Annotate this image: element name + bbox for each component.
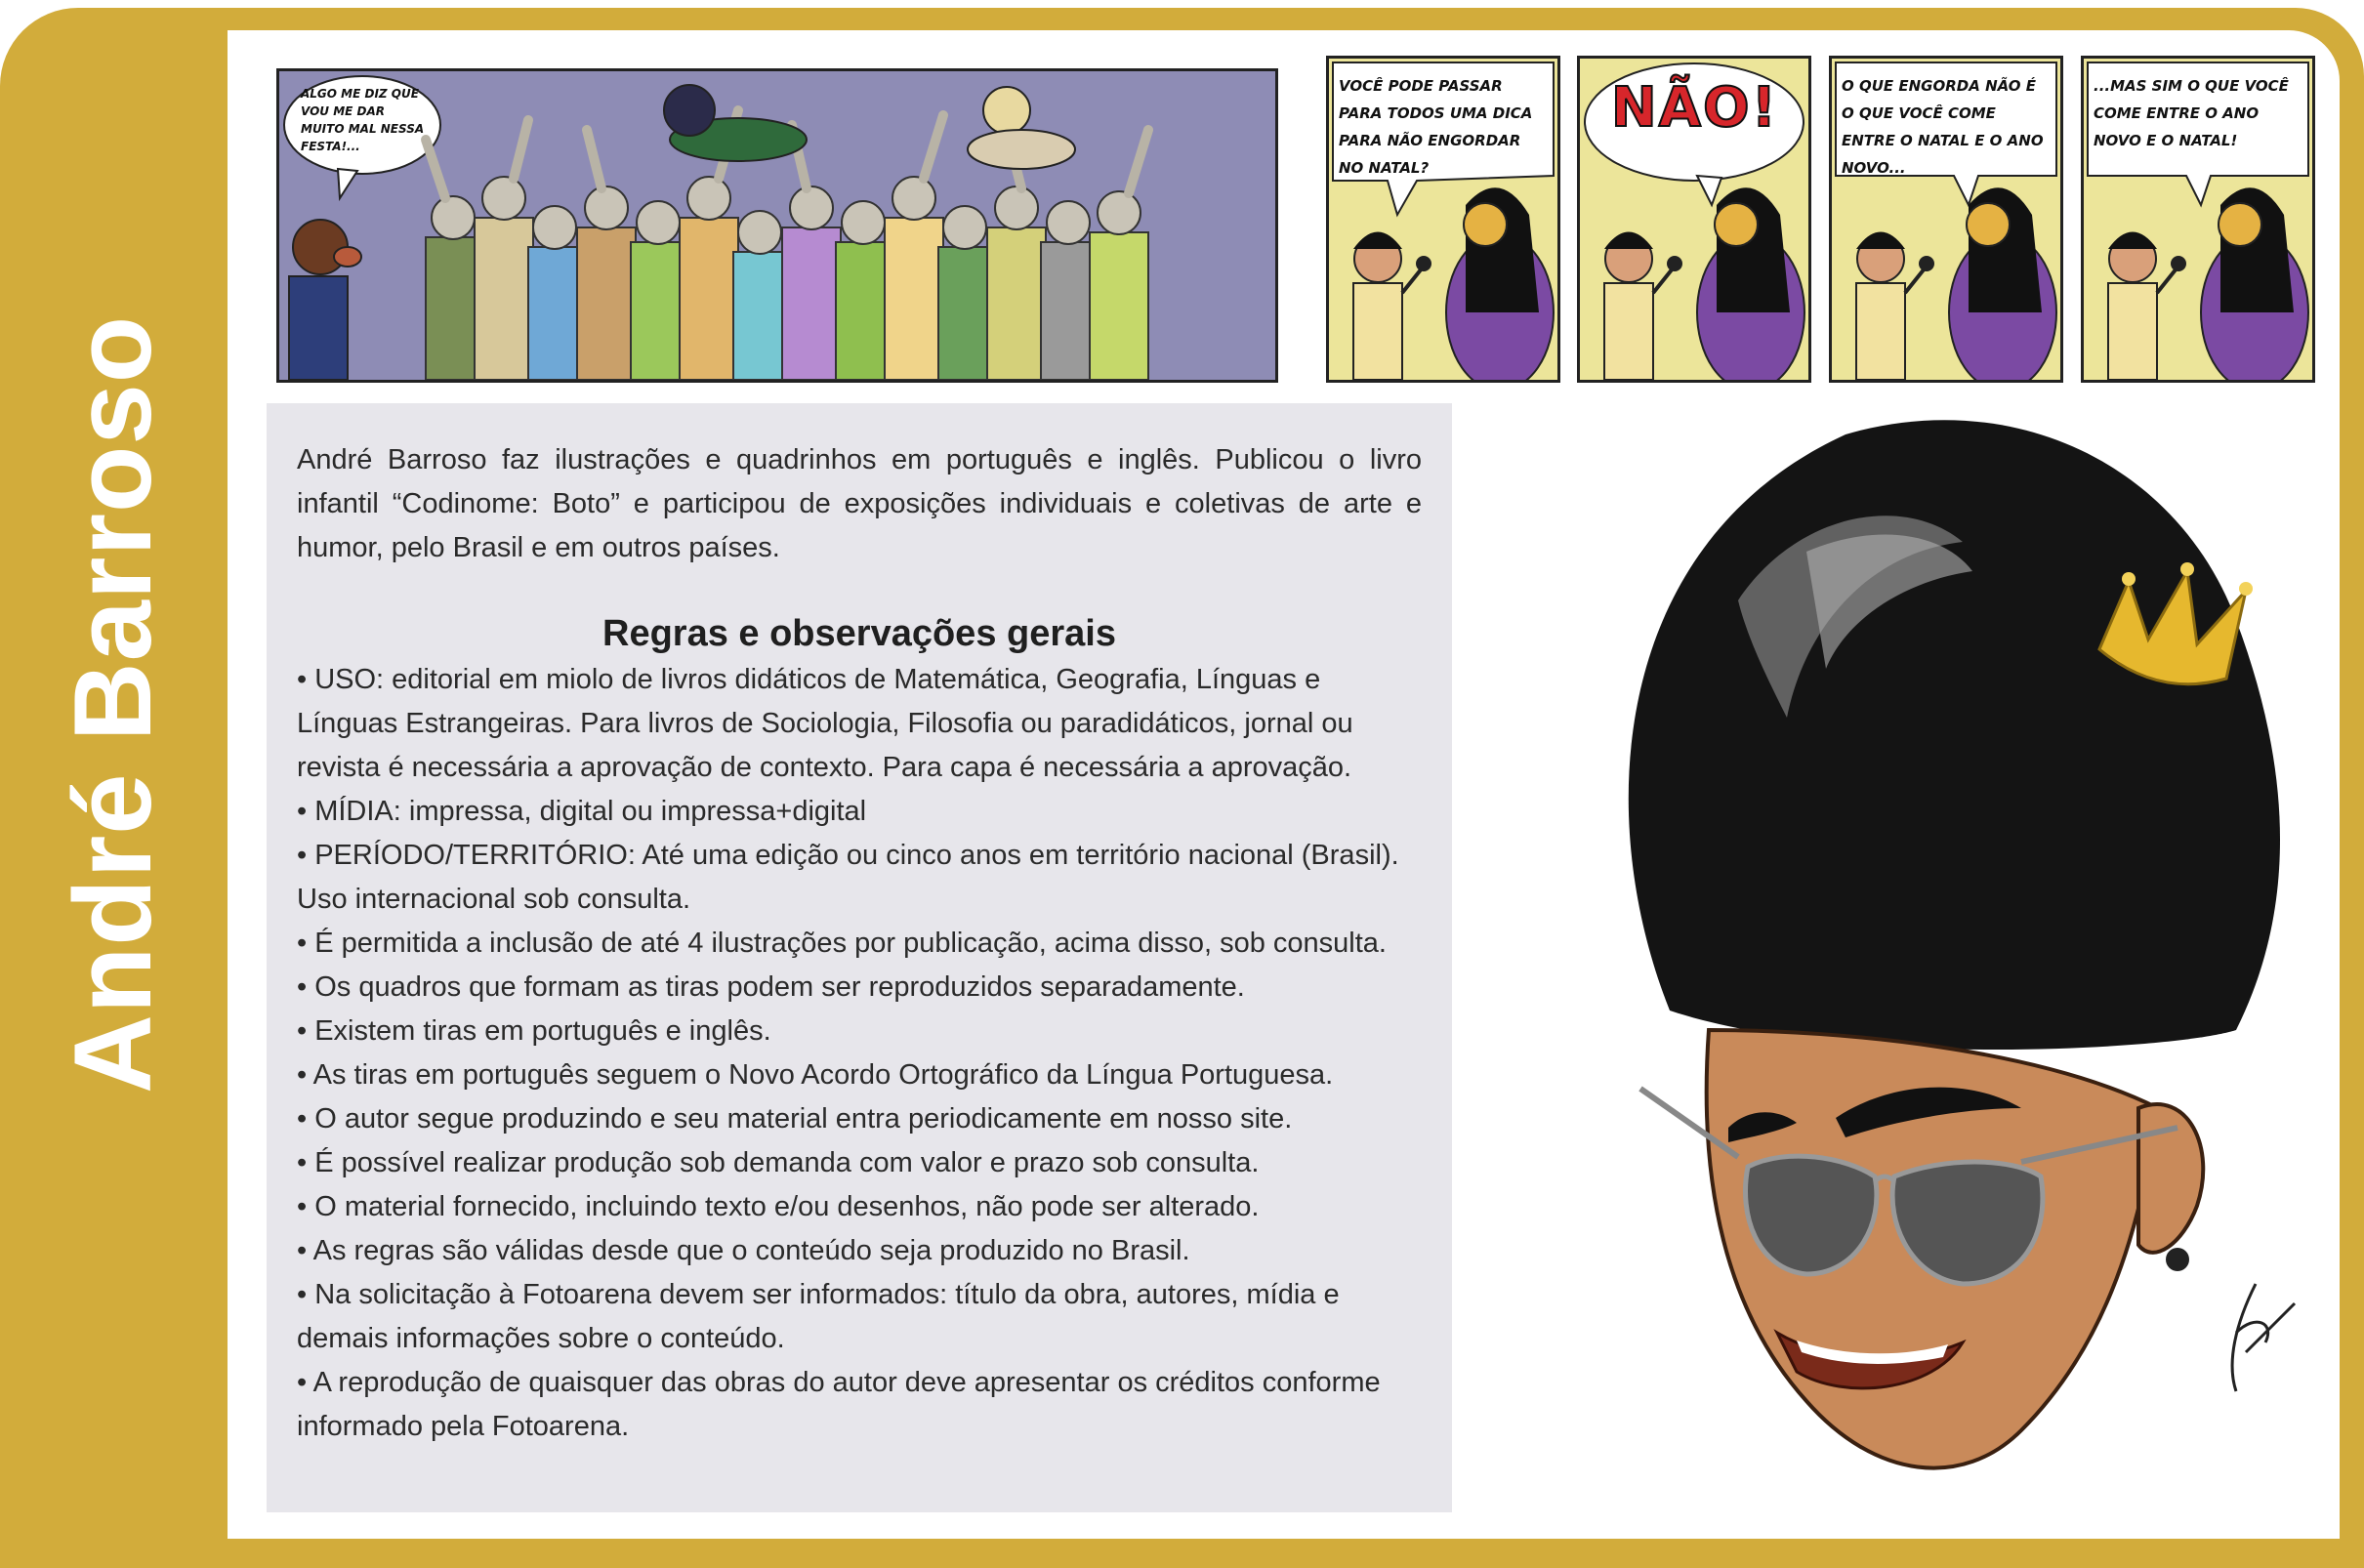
rule-item: • É permitida a inclusão de até 4 ilustrações por publicação, acima disso, sob consulta. [297, 928, 1387, 959]
crowd-balloon-text: ALGO ME DIZ QUE VOU ME DAR MUITO MAL NESSA FESTA!... [301, 87, 425, 153]
rule-item: • Existem tiras em português e inglês. [297, 1015, 771, 1047]
info-content [297, 438, 1422, 1449]
rules-list [297, 658, 1422, 1449]
strip-panel-3-balloon-text: O QUE ENGORDA NÃO É O QUE VOCÊ COME ENTRE O NATAL E O ANO NOVO... [1842, 77, 2044, 177]
author-caricature [1553, 405, 2314, 1528]
crowd-comic-art [279, 71, 1275, 380]
strip-panel-3 [1829, 56, 2063, 383]
rule-item: • Os quadros que formam as tiras podem ser reproduzidos separadamente. [297, 971, 1245, 1003]
strip-panel-2-balloon-text: NÃO! [1610, 76, 1779, 140]
rules-heading: Regras e observações gerais [602, 613, 1116, 654]
crowd-comic-panel [276, 68, 1278, 383]
info-box [267, 403, 1452, 1512]
strip-panel-2 [1577, 56, 1811, 383]
rule-item: • As tiras em português seguem o Novo Acordo Ortográfico da Língua Portuguesa. [297, 1059, 1334, 1091]
rule-item: • As regras são válidas desde que o conteúdo seja produzido no Brasil. [297, 1235, 1190, 1266]
rule-item: • MÍDIA: impressa, digital ou impressa+digital [297, 796, 867, 827]
strip-panel-1 [1326, 56, 1560, 383]
rule-item: • Na solicitação à Fotoarena devem ser informados: título da obra, autores, mídia e demais informações sobre o conteúdo. [297, 1279, 1340, 1354]
rule-item: • O material fornecido, incluindo texto e/ou desenhos, não pode ser alterado. [297, 1191, 1260, 1222]
rule-item: • O autor segue produzindo e seu material entra periodicamente em nosso site. [297, 1103, 1293, 1135]
author-bio: André Barroso faz ilustrações e quadrinhos em português e inglês. Publicou o livro infantil “Codinome: Boto” e participou de exposições individuais e coletivas de arte e humor, pelo Brasil e em outros países. [297, 444, 1422, 563]
rule-item: • USO: editorial em miolo de livros didáticos de Matemática, Geografia, Línguas e Línguas Estrangeiras. Para livros de Sociologia, Filosofia ou paradidáticos, jornal ou revista é necessária a aprovação de contexto. Para capa é necessária a aprovação. [297, 664, 1353, 783]
author-name-vertical-title: André Barroso [52, 314, 174, 1093]
rule-item: • É possível realizar produção sob demanda com valor e prazo sob consulta. [297, 1147, 1260, 1178]
rule-item: • PERÍODO/TERRITÓRIO: Até uma edição ou cinco anos em território nacional (Brasil). Uso internacional sob consulta. [297, 840, 1399, 915]
strip-panel-4-balloon-text: ...MAS SIM O QUE VOCÊ COME ENTRE O ANO NOVO E O NATAL! [2094, 77, 2289, 149]
rule-item: • A reprodução de quaisquer das obras do autor deve apresentar os créditos conforme informado pela Fotoarena. [297, 1367, 1381, 1442]
strip-panel-1-balloon-text: VOCÊ PODE PASSAR PARA TODOS UMA DICA PARA NÃO ENGORDAR NO NATAL? [1339, 77, 1533, 177]
strip-panel-4 [2081, 56, 2315, 383]
